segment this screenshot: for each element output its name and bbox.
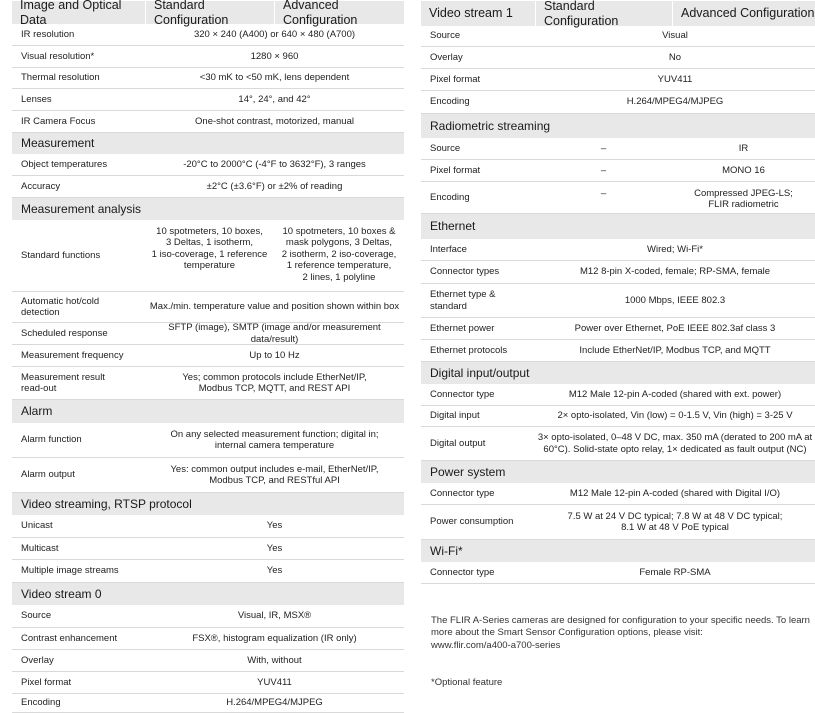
spec-value: 3× opto-isolated, 0–48 V DC, max. 350 mA (derated to 200 mA at 60°C). Solid-state opto relay, 1× dedicated as fault output (NC): [537, 432, 813, 455]
spec-value: On any selected measurement function; digital in; internal camera temperature: [170, 428, 379, 451]
spec-label: Accuracy: [21, 180, 61, 192]
spec-row-vs1-source: [421, 26, 815, 47]
spec-value: FSX®, histogram equalization (IR only): [192, 632, 357, 644]
spec-row-scheduled: [12, 323, 404, 345]
spec-value-standard: –: [600, 142, 607, 154]
spec-row-visual-resolution: [12, 46, 404, 68]
spec-value-standard: –: [600, 164, 607, 176]
spec-row-eth-power: [421, 318, 815, 340]
spec-value: M12 Male 12-pin A-coded (shared with Digital I/O): [569, 487, 781, 499]
spec-row-object-temps: [12, 154, 404, 176]
spec-label: Visual resolution*: [21, 50, 95, 62]
spec-value: YUV411: [257, 676, 292, 688]
spec-row-pwr-consumption: [421, 505, 815, 540]
spec-row-vs0-source: [12, 605, 404, 628]
configuration-note: The FLIR A-Series cameras are designed for configuration to your specific needs. To learn more about the Smart Sensor Configuration options, please visit: www.flir.com/a400-a700-series: [431, 615, 810, 651]
spec-label: Digital output: [430, 437, 486, 449]
spec-label: Multicast: [21, 542, 59, 554]
spec-value: H.264/MPEG4/MJPEG: [626, 96, 724, 108]
header-standard: Standard Configuration: [535, 1, 672, 26]
spec-row-wifi-connector: [421, 562, 815, 584]
spec-value: SFTP (image), SMTP (image and/or measurement data/result): [168, 322, 381, 345]
spec-value-advanced: IR: [738, 142, 749, 154]
spec-value: 320 × 240 (A400) or 640 × 480 (A700): [193, 28, 356, 40]
spec-label: Ethernet type & standard: [430, 289, 496, 312]
spec-label: Digital input: [430, 410, 480, 422]
spec-value-advanced: 10 spotmeters, 10 boxes & mask polygons, 3 Deltas, 2 isotherm, 2 iso-coverage, 1 reference temperature, 2 lines, 1 polyline: [281, 226, 397, 283]
left-table-header: [12, 0, 404, 27]
section-title: Power system: [430, 464, 506, 479]
spec-row-result-readout: [12, 367, 404, 400]
section-title: Video stream 0: [21, 586, 102, 601]
spec-label: Pixel format: [21, 676, 72, 688]
spec-row-unicast: [12, 515, 404, 538]
spec-value: -20°C to 2000°C (-4°F to 3632°F), 3 ranges: [183, 158, 366, 170]
spec-value: Include EtherNet/IP, Modbus TCP, and MQTT: [579, 344, 771, 356]
spec-value: Female RP-SMA: [639, 566, 711, 578]
spec-value: Visual, IR, MSX®: [237, 610, 312, 622]
spec-value: No: [668, 51, 682, 63]
spec-value: H.264/MPEG4/MJPEG: [226, 697, 323, 709]
section-title: Wi-Fi*: [430, 543, 463, 558]
spec-value: Wired; Wi-Fi*: [647, 243, 703, 255]
spec-value: 2× opto-isolated, Vin (low) = 0-1.5 V, Vin (high) = 3-25 V: [557, 410, 793, 422]
spec-row-rad-encoding: [421, 182, 815, 214]
spec-value: Yes: [266, 520, 283, 532]
spec-row-accuracy: [12, 176, 404, 198]
spec-label: Unicast: [21, 520, 53, 532]
spec-row-ir-resolution: [12, 24, 404, 46]
spec-row-lenses: [12, 89, 404, 111]
section-title: Digital input/output: [430, 365, 530, 380]
spec-value: M12 Male 12-pin A-coded (shared with ext. power): [568, 388, 782, 400]
footnote: *Optional feature: [431, 677, 503, 688]
spec-row-dio-input: [421, 406, 815, 427]
spec-row-vs0-pixel: [12, 672, 404, 694]
spec-label: Ethernet protocols: [430, 344, 508, 356]
spec-label: Connector type: [430, 388, 495, 400]
spec-label: IR Camera Focus: [21, 115, 96, 127]
spec-row-eth-connector: [421, 261, 815, 284]
right-table-header: [421, 1, 815, 26]
header-standard: Standard Configuration: [145, 1, 274, 24]
spec-row-vs0-overlay: [12, 650, 404, 672]
spec-label: Measurement frequency: [21, 349, 124, 361]
spec-label: Encoding: [21, 697, 61, 709]
spec-value: Yes; common protocols include EtherNet/IP, Modbus TCP, MQTT, and REST API: [182, 371, 367, 394]
spec-row-alarm-output: [12, 458, 404, 493]
spec-label: Contrast enhancement: [21, 632, 118, 644]
section-rtsp: [12, 493, 404, 515]
spec-value: <30 mK to <50 mK, lens dependent: [199, 72, 350, 84]
section-alarm: [12, 400, 404, 423]
spec-label: Alarm output: [21, 469, 75, 481]
spec-value-advanced: MONO 16: [722, 164, 765, 176]
spec-row-frequency: [12, 345, 404, 367]
header-title: Image and Optical Data: [20, 0, 122, 27]
spec-value: ±2°C (±3.6°F) or ±2% of reading: [206, 180, 343, 192]
section-analysis: [12, 198, 404, 220]
spec-label: Scheduled response: [21, 327, 108, 339]
spec-row-focus: [12, 111, 404, 133]
spec-row-rad-pixel: [421, 160, 815, 182]
spec-label: Connector type: [430, 566, 495, 578]
section-ethernet: [421, 214, 815, 239]
section-radiometric: [421, 114, 815, 138]
spec-value: Max./min. temperature value and position shown within box: [149, 301, 400, 313]
spec-value: With, without: [247, 654, 302, 666]
spec-row-alarm-function: [12, 423, 404, 458]
spec-row-eth-interface: [421, 239, 815, 261]
spec-label: Automatic hot/cold detection: [21, 295, 100, 318]
spec-label: Measurement result read-out: [21, 371, 105, 394]
spec-value: 1280 × 960: [250, 50, 299, 62]
spec-label: Overlay: [21, 654, 54, 666]
spec-row-vs1-encoding: [421, 91, 815, 114]
spec-row-dio-connector: [421, 384, 815, 406]
spec-label: Connector type: [430, 487, 495, 499]
section-title: Measurement: [21, 136, 95, 151]
header-title: Video stream 1: [429, 6, 513, 20]
section-title: Alarm: [21, 404, 53, 419]
header-advanced: Advanced Configuration: [274, 1, 404, 24]
spec-label: Pixel format: [430, 164, 481, 176]
spec-row-std-functions: [12, 220, 404, 292]
spec-label: Ethernet power: [430, 322, 495, 334]
section-measurement: [12, 133, 404, 154]
spec-value: Power over Ethernet, PoE IEEE 802.3af class 3: [574, 322, 776, 334]
spec-label: Pixel format: [430, 73, 481, 85]
spec-row-multicast: [12, 538, 404, 560]
section-wifi: [421, 540, 815, 562]
spec-label: Thermal resolution: [21, 72, 100, 84]
header-advanced: Advanced Configuration: [672, 1, 815, 26]
spec-row-vs0-contrast: [12, 628, 404, 650]
spec-label: Encoding: [430, 96, 470, 108]
spec-row-vs1-overlay: [421, 47, 815, 69]
spec-value: 14°, 24°, and 42°: [238, 93, 311, 105]
spec-row-thermal-resolution: [12, 68, 404, 89]
spec-value-standard: 10 spotmeters, 10 boxes, 3 Deltas, 1 isotherm, 1 iso-coverage, 1 reference temperature: [151, 226, 268, 272]
spec-label: Interface: [430, 243, 467, 255]
spec-row-dio-output: [421, 427, 815, 461]
spec-label: Source: [21, 610, 52, 622]
section-title: Radiometric streaming: [430, 118, 551, 133]
spec-label: Power consumption: [430, 516, 514, 528]
section-vs0: [12, 583, 404, 605]
spec-row-multi-streams: [12, 560, 404, 583]
spec-value: One-shot contrast, motorized, manual: [195, 115, 354, 127]
spec-label: Multiple image streams: [21, 565, 119, 577]
spec-label: Standard functions: [21, 249, 101, 261]
section-title: Ethernet: [430, 219, 476, 234]
spec-value-advanced: Compressed JPEG-LS; FLIR radiometric: [694, 188, 793, 211]
spec-label: Object temperatures: [21, 158, 108, 170]
spec-label: Connector types: [430, 266, 500, 278]
spec-label: Alarm function: [21, 434, 82, 446]
spec-label: Source: [430, 30, 461, 42]
spec-value: YUV411: [657, 73, 693, 85]
spec-value: 7.5 W at 24 V DC typical; 7.8 W at 48 V DC typical; 8.1 W at 48 V PoE typical: [567, 510, 783, 533]
spec-value: Yes: common output includes e-mail, EtherNet/IP, Modbus TCP, and RESTful API: [170, 463, 379, 486]
spec-value: Visual: [662, 30, 688, 42]
spec-value: Yes: [266, 565, 283, 577]
spec-row-eth-protocols: [421, 340, 815, 362]
spec-label: Overlay: [430, 51, 463, 63]
spec-value-standard: –: [600, 188, 607, 199]
spec-row-auto-hot-cold: [12, 292, 404, 323]
spec-row-rad-source: [421, 138, 815, 160]
spec-value: Yes: [266, 542, 283, 554]
spec-label: Encoding: [430, 191, 470, 203]
spec-row-pwr-connector: [421, 483, 815, 505]
spec-value: M12 8-pin X-coded, female; RP-SMA, female: [579, 266, 771, 278]
spec-label: Lenses: [21, 93, 52, 105]
section-title: Video streaming, RTSP protocol: [21, 496, 192, 511]
spec-label: Source: [430, 142, 461, 154]
section-dio: [421, 362, 815, 384]
spec-row-vs0-encoding: [12, 694, 404, 713]
spec-value: Up to 10 Hz: [249, 349, 300, 361]
spec-row-vs1-pixel: [421, 69, 815, 91]
spec-row-eth-type: [421, 284, 815, 318]
spec-value: 1000 Mbps, IEEE 802.3: [624, 294, 726, 306]
section-power: [421, 461, 815, 483]
section-title: Measurement analysis: [21, 201, 142, 216]
spec-label: IR resolution: [21, 28, 75, 40]
